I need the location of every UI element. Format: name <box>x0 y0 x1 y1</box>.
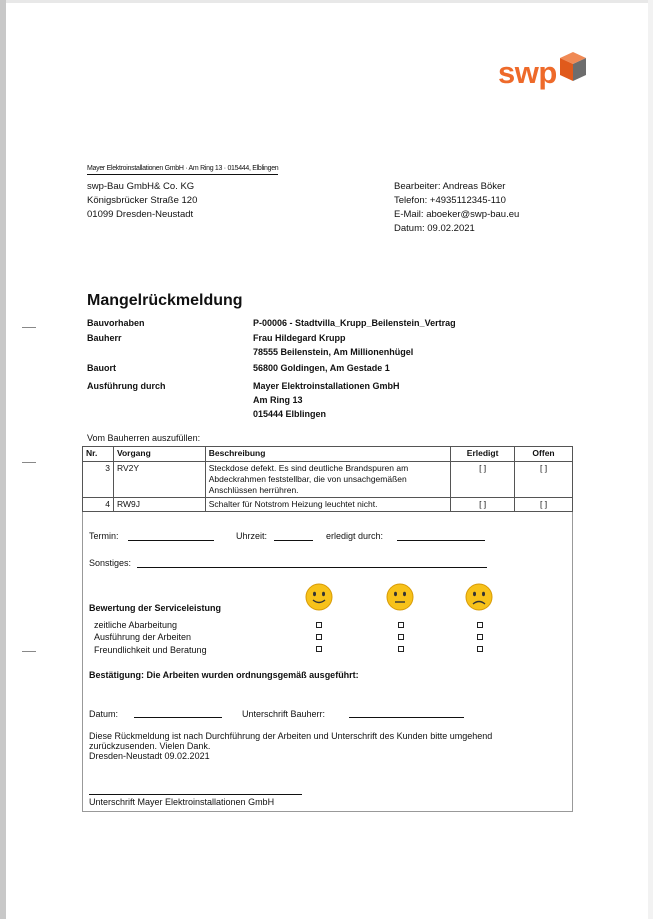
rating-item-label: Ausführung der Arbeiten <box>94 632 192 642</box>
bauherr-label: Bauherr <box>87 333 122 343</box>
neutral-face-icon <box>386 583 414 611</box>
sonstiges-input[interactable] <box>137 567 487 568</box>
table-header-row <box>83 447 573 462</box>
logo-text: swp <box>498 55 557 90</box>
unterschrift-bauherr-label: Unterschrift Bauherr: <box>242 709 326 719</box>
uhrzeit-input[interactable] <box>274 540 313 541</box>
signature-line[interactable] <box>89 794 302 795</box>
col-header-offen: Offen <box>515 447 573 462</box>
cell-nr: 4 <box>83 498 114 512</box>
company-logo <box>498 50 590 96</box>
sender-line: Mayer Elektroinstallationen GmbH · Am Ring 13 · 015444, Elblingen <box>87 164 278 175</box>
cell-beschreibung: Schalter für Notstrom Heizung leuchtet nicht. <box>205 498 450 512</box>
sonstiges-label: Sonstiges: <box>89 558 132 568</box>
fold-mark <box>22 327 36 328</box>
rating-checkbox[interactable] <box>477 622 483 628</box>
ausfuehrung-label: Ausführung durch <box>87 381 166 391</box>
footer-note <box>89 731 492 761</box>
fold-mark <box>22 651 36 652</box>
contact-block <box>394 180 519 236</box>
ausfuehrung-line: Am Ring 13 <box>253 395 303 405</box>
recipient-line: swp-Bau GmbH& Co. KG <box>87 181 195 192</box>
happy-face-icon <box>305 583 333 611</box>
footer-line: Diese Rückmeldung ist nach Durchführung der Arbeiten und Unterschrift des Kunden bitte umgehend <box>89 731 493 741</box>
bauherr-value <box>253 331 413 359</box>
erledigt-durch-label: erledigt durch: <box>326 531 384 541</box>
termin-label: Termin: <box>89 531 119 541</box>
bauvorhaben-value: P-00006 - Stadtvilla_Krupp_Beilenstein_Vertrag <box>253 318 456 328</box>
signature-caption: Unterschrift Mayer Elektroinstallationen GmbH <box>89 797 275 807</box>
uhrzeit-label: Uhrzeit: <box>236 531 268 541</box>
page-edge-right <box>648 0 653 919</box>
rating-checkbox[interactable] <box>398 634 404 640</box>
confirmation-text: Bestätigung: Die Arbeiten wurden ordnungsgemäß ausgeführt: <box>89 670 359 680</box>
bauherr-line: 78555 Beilenstein, Am Millionenhügel <box>253 347 414 357</box>
sad-face-icon <box>465 583 493 611</box>
ausfuehrung-value <box>253 379 400 421</box>
bauort-label: Bauort <box>87 363 116 373</box>
cell-nr: 3 <box>83 462 114 498</box>
unterschrift-bauherr-input[interactable] <box>349 717 464 718</box>
rating-checkbox[interactable] <box>477 634 483 640</box>
termin-input[interactable] <box>128 540 214 541</box>
footer-line: Dresden-Neustadt 09.02.2021 <box>89 751 210 761</box>
recipient-address <box>87 180 197 222</box>
table-row <box>83 498 573 512</box>
col-header-beschreibung: Beschreibung <box>205 447 450 462</box>
footer-line: zurückzusenden. Vielen Dank. <box>89 741 211 751</box>
ausfuehrung-line: Mayer Elektroinstallationen GmbH <box>253 381 400 391</box>
page-edge-left <box>0 0 6 919</box>
datum-input[interactable] <box>134 717 222 718</box>
logo-cube-icon <box>558 50 588 84</box>
rating-checkbox[interactable] <box>398 622 404 628</box>
rating-checkbox[interactable] <box>398 646 404 652</box>
rating-item-label: zeitliche Abarbeitung <box>94 620 178 630</box>
erledigt-durch-input[interactable] <box>397 540 485 541</box>
contact-line: Bearbeiter: Andreas Böker <box>394 181 506 192</box>
bauvorhaben-label: Bauvorhaben <box>87 318 145 328</box>
rating-item-label: Freundlichkeit und Beratung <box>94 645 207 655</box>
contact-line: E-Mail: aboeker@swp-bau.eu <box>394 209 520 220</box>
cell-vorgang: RW9J <box>113 498 205 512</box>
page-title: Mangelrückmeldung <box>87 292 243 309</box>
cell-offen-checkbox[interactable]: [ ] <box>515 462 573 498</box>
contact-line: Datum: 09.02.2021 <box>394 223 475 234</box>
rating-checkbox[interactable] <box>316 646 322 652</box>
page-edge-top <box>6 0 648 3</box>
cell-vorgang: RV2Y <box>113 462 205 498</box>
col-header-nr: Nr. <box>83 447 114 462</box>
col-header-vorgang: Vorgang <box>113 447 205 462</box>
recipient-line: 01099 Dresden-Neustadt <box>87 209 194 220</box>
datum-label: Datum: <box>89 709 119 719</box>
fill-note: Vom Bauherren auszufüllen: <box>87 433 201 443</box>
cell-offen-checkbox[interactable]: [ ] <box>515 498 573 512</box>
cell-erledigt-checkbox[interactable]: [ ] <box>451 498 515 512</box>
bauort-value: 56800 Goldingen, Am Gestade 1 <box>253 363 390 373</box>
bauherr-line: Frau Hildegard Krupp <box>253 333 346 343</box>
cell-erledigt-checkbox[interactable]: [ ] <box>451 462 515 498</box>
contact-line: Telefon: +4935112345-110 <box>394 195 506 206</box>
rating-checkbox[interactable] <box>316 634 322 640</box>
defects-table <box>82 446 573 512</box>
ausfuehrung-line: 015444 Elblingen <box>253 409 327 419</box>
fold-mark <box>22 462 36 463</box>
col-header-erledigt: Erledigt <box>451 447 515 462</box>
cell-beschreibung: Steckdose defekt. Es sind deutliche Brandspuren am Abdeckrahmen feststellbar, die von unsachgemäßen Anschlüssen herrühren. <box>205 462 450 498</box>
rating-title: Bewertung der Serviceleistung <box>89 603 222 613</box>
rating-checkbox[interactable] <box>477 646 483 652</box>
rating-checkbox[interactable] <box>316 622 322 628</box>
recipient-line: Königsbrücker Straße 120 <box>87 195 198 206</box>
table-row <box>83 462 573 498</box>
